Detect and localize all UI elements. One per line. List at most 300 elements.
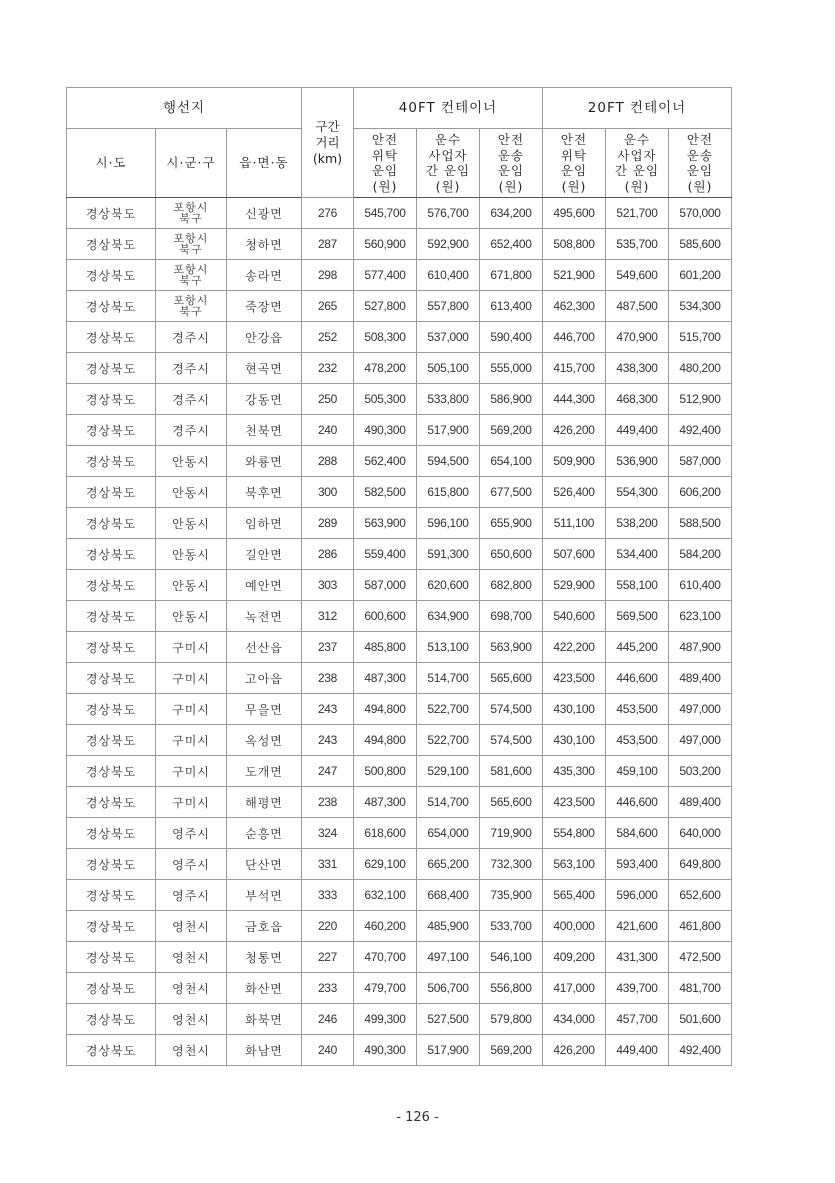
cell-20ft-safety-transport-rate: 649,800 <box>669 849 732 880</box>
cell-40ft-safety-consign-rate: 499,300 <box>354 1004 417 1035</box>
table-row <box>67 198 732 229</box>
cell-eupmyeondong: 금호읍 <box>227 911 302 942</box>
cell-sigungu <box>156 849 227 880</box>
cell-20ft-safety-transport-rate: 515,700 <box>669 322 732 353</box>
table-row <box>67 849 732 880</box>
cell-40ft-carrier-rate: 517,900 <box>417 415 480 446</box>
cell-distance-km: 276 <box>302 198 354 229</box>
cell-40ft-safety-consign-rate: 629,100 <box>354 849 417 880</box>
sigungu-line: 북구 <box>179 274 203 287</box>
cell-40ft-carrier-rate: 529,100 <box>417 756 480 787</box>
cell-distance-km: 324 <box>302 818 354 849</box>
cell-40ft-carrier-rate: 514,700 <box>417 787 480 818</box>
cell-20ft-safety-consign-rate: 540,600 <box>543 601 606 632</box>
cell-sido: 경상북도 <box>67 849 156 880</box>
cell-20ft-carrier-rate: 569,500 <box>606 601 669 632</box>
cell-40ft-carrier-rate: 517,900 <box>417 1035 480 1066</box>
cell-40ft-carrier-rate: 665,200 <box>417 849 480 880</box>
cell-sigungu <box>156 880 227 911</box>
cell-sigungu <box>156 818 227 849</box>
cell-eupmyeondong: 임하면 <box>227 508 302 539</box>
cell-sigungu <box>156 1035 227 1066</box>
header-distance-line: 구간 <box>315 118 340 134</box>
cell-distance-km: 240 <box>302 1035 354 1066</box>
cell-40ft-carrier-rate: 591,300 <box>417 539 480 570</box>
cell-40ft-carrier-rate: 576,700 <box>417 198 480 229</box>
table-row <box>67 415 732 446</box>
cell-sigungu <box>156 539 227 570</box>
cell-20ft-carrier-rate: 438,300 <box>606 353 669 384</box>
cell-20ft-carrier-rate: 558,100 <box>606 570 669 601</box>
cell-40ft-safety-transport-rate: 581,600 <box>480 756 543 787</box>
cell-40ft-safety-consign-rate: 527,800 <box>354 291 417 322</box>
cell-sigungu <box>156 911 227 942</box>
cell-sigungu <box>156 229 227 260</box>
cell-40ft-safety-transport-rate: 634,200 <box>480 198 543 229</box>
cell-40ft-safety-transport-rate: 574,500 <box>480 725 543 756</box>
cell-20ft-safety-consign-rate: 495,600 <box>543 198 606 229</box>
cell-distance-km: 243 <box>302 694 354 725</box>
cell-20ft-safety-consign-rate: 554,800 <box>543 818 606 849</box>
cell-eupmyeondong: 죽장면 <box>227 291 302 322</box>
cell-40ft-safety-transport-rate: 655,900 <box>480 508 543 539</box>
cell-40ft-carrier-rate: 514,700 <box>417 663 480 694</box>
cell-eupmyeondong: 순흥면 <box>227 818 302 849</box>
table-row <box>67 508 732 539</box>
cell-40ft-safety-transport-rate: 555,000 <box>480 353 543 384</box>
cell-40ft-safety-transport-rate: 677,500 <box>480 477 543 508</box>
cell-sigungu <box>156 384 227 415</box>
cell-20ft-carrier-rate: 459,100 <box>606 756 669 787</box>
sigungu-line: 경주시 <box>172 392 210 407</box>
cell-sido: 경상북도 <box>67 632 156 663</box>
cell-20ft-safety-transport-rate: 489,400 <box>669 663 732 694</box>
sigungu-line: 영천시 <box>172 1012 210 1027</box>
header-rate-line: 사업자 <box>428 147 468 163</box>
page-number: - 126 - <box>396 1110 439 1125</box>
cell-20ft-carrier-rate: 596,000 <box>606 880 669 911</box>
cell-distance-km: 238 <box>302 663 354 694</box>
cell-40ft-carrier-rate: 537,000 <box>417 322 480 353</box>
cell-20ft-safety-consign-rate: 508,800 <box>543 229 606 260</box>
sigungu-line: 영천시 <box>172 919 210 934</box>
cell-20ft-safety-transport-rate: 461,800 <box>669 911 732 942</box>
header-40ft-rate-0 <box>354 129 417 198</box>
table-row <box>67 322 732 353</box>
header-rate-line: 위탁 <box>371 147 399 163</box>
sigungu-line: 북구 <box>179 243 203 256</box>
cell-20ft-safety-consign-rate: 430,100 <box>543 725 606 756</box>
table-row <box>67 725 732 756</box>
table-row <box>67 446 732 477</box>
cell-sido: 경상북도 <box>67 1035 156 1066</box>
cell-distance-km: 286 <box>302 539 354 570</box>
cell-distance-km: 246 <box>302 1004 354 1035</box>
cell-40ft-safety-transport-rate: 682,800 <box>480 570 543 601</box>
cell-40ft-safety-transport-rate: 590,400 <box>480 322 543 353</box>
cell-40ft-safety-consign-rate: 487,300 <box>354 787 417 818</box>
cell-20ft-carrier-rate: 536,900 <box>606 446 669 477</box>
cell-40ft-carrier-rate: 485,900 <box>417 911 480 942</box>
header-rate-line: 운송 <box>497 147 525 163</box>
cell-sido: 경상북도 <box>67 756 156 787</box>
cell-20ft-carrier-rate: 453,500 <box>606 725 669 756</box>
sigungu-line: 영천시 <box>172 950 210 965</box>
cell-sido: 경상북도 <box>67 880 156 911</box>
cell-20ft-carrier-rate: 446,600 <box>606 663 669 694</box>
cell-eupmyeondong: 해평면 <box>227 787 302 818</box>
table-row <box>67 973 732 1004</box>
table-row <box>67 229 732 260</box>
sigungu-line: 영천시 <box>172 1043 210 1058</box>
cell-sido: 경상북도 <box>67 911 156 942</box>
header-rate-line: (원) <box>372 178 398 194</box>
header-rate-line: 운임 <box>686 163 714 178</box>
table-row <box>67 942 732 973</box>
cell-20ft-carrier-rate: 453,500 <box>606 694 669 725</box>
header-destination: 행선지 <box>67 88 302 129</box>
sigungu-line: 안동시 <box>172 547 210 562</box>
cell-20ft-safety-consign-rate: 526,400 <box>543 477 606 508</box>
sigungu-line: 안동시 <box>172 516 210 531</box>
cell-20ft-safety-transport-rate: 497,000 <box>669 694 732 725</box>
cell-20ft-carrier-rate: 446,600 <box>606 787 669 818</box>
cell-40ft-safety-consign-rate: 485,800 <box>354 632 417 663</box>
sigungu-line: 영천시 <box>172 981 210 996</box>
cell-40ft-safety-consign-rate: 618,600 <box>354 818 417 849</box>
sigungu-line: 구미시 <box>172 702 210 717</box>
cell-sigungu <box>156 601 227 632</box>
cell-20ft-safety-transport-rate: 492,400 <box>669 415 732 446</box>
cell-40ft-safety-consign-rate: 562,400 <box>354 446 417 477</box>
cell-40ft-safety-transport-rate: 719,900 <box>480 818 543 849</box>
header-rate-line: 간 운임 <box>425 163 471 178</box>
cell-20ft-safety-transport-rate: 480,200 <box>669 353 732 384</box>
sigungu-line: 영주시 <box>172 857 210 872</box>
cell-40ft-safety-consign-rate: 545,700 <box>354 198 417 229</box>
cell-sido: 경상북도 <box>67 601 156 632</box>
table-row <box>67 663 732 694</box>
cell-eupmyeondong: 와룡면 <box>227 446 302 477</box>
cell-20ft-safety-transport-rate: 570,000 <box>669 198 732 229</box>
cell-40ft-safety-consign-rate: 563,900 <box>354 508 417 539</box>
cell-sigungu <box>156 694 227 725</box>
cell-distance-km: 287 <box>302 229 354 260</box>
cell-distance-km: 333 <box>302 880 354 911</box>
cell-20ft-safety-transport-rate: 534,300 <box>669 291 732 322</box>
cell-40ft-safety-transport-rate: 579,800 <box>480 1004 543 1035</box>
cell-eupmyeondong: 무을면 <box>227 694 302 725</box>
header-20ft-rate-0 <box>543 129 606 198</box>
cell-sido: 경상북도 <box>67 415 156 446</box>
cell-sigungu <box>156 570 227 601</box>
cell-sigungu <box>156 322 227 353</box>
sigungu-line: 포항시 <box>173 231 209 245</box>
header-rate-line: 사업자 <box>617 147 657 163</box>
sigungu-line: 안동시 <box>172 454 210 469</box>
cell-sido: 경상북도 <box>67 818 156 849</box>
sigungu-line: 경주시 <box>172 423 210 438</box>
cell-20ft-safety-transport-rate: 501,600 <box>669 1004 732 1035</box>
cell-sido: 경상북도 <box>67 663 156 694</box>
cell-20ft-safety-transport-rate: 610,400 <box>669 570 732 601</box>
cell-eupmyeondong: 북후면 <box>227 477 302 508</box>
cell-sido: 경상북도 <box>67 446 156 477</box>
header-40ft-container: 40FT 컨테이너 <box>354 88 543 129</box>
header-20ft-container: 20FT 컨테이너 <box>543 88 732 129</box>
sigungu-line: 구미시 <box>172 764 210 779</box>
cell-sigungu <box>156 973 227 1004</box>
cell-40ft-carrier-rate: 594,500 <box>417 446 480 477</box>
cell-sido: 경상북도 <box>67 291 156 322</box>
sigungu-line: 구미시 <box>172 733 210 748</box>
cell-20ft-safety-transport-rate: 601,200 <box>669 260 732 291</box>
cell-40ft-safety-consign-rate: 490,300 <box>354 1035 417 1066</box>
cell-eupmyeondong: 길안면 <box>227 539 302 570</box>
cell-40ft-safety-transport-rate: 586,900 <box>480 384 543 415</box>
cell-40ft-safety-transport-rate: 546,100 <box>480 942 543 973</box>
cell-eupmyeondong: 예안면 <box>227 570 302 601</box>
header-rate-line: 안전 <box>371 132 399 147</box>
cell-40ft-safety-consign-rate: 478,200 <box>354 353 417 384</box>
cell-20ft-carrier-rate: 584,600 <box>606 818 669 849</box>
cell-40ft-safety-transport-rate: 565,600 <box>480 787 543 818</box>
cell-20ft-safety-consign-rate: 446,700 <box>543 322 606 353</box>
cell-eupmyeondong: 녹전면 <box>227 601 302 632</box>
cell-20ft-carrier-rate: 445,200 <box>606 632 669 663</box>
cell-20ft-safety-transport-rate: 584,200 <box>669 539 732 570</box>
cell-40ft-safety-transport-rate: 574,500 <box>480 694 543 725</box>
cell-20ft-safety-transport-rate: 487,900 <box>669 632 732 663</box>
header-rate-line: 안전 <box>686 132 714 147</box>
cell-20ft-carrier-rate: 549,600 <box>606 260 669 291</box>
cell-eupmyeondong: 화남면 <box>227 1035 302 1066</box>
header-rate-line: 안전 <box>560 132 588 147</box>
cell-40ft-safety-transport-rate: 565,600 <box>480 663 543 694</box>
cell-40ft-safety-consign-rate: 487,300 <box>354 663 417 694</box>
cell-20ft-safety-consign-rate: 423,500 <box>543 787 606 818</box>
table-row <box>67 570 732 601</box>
cell-sigungu <box>156 198 227 229</box>
cell-sigungu <box>156 663 227 694</box>
table-row <box>67 353 732 384</box>
cell-20ft-carrier-rate: 535,700 <box>606 229 669 260</box>
header-sigungu: 시·군·구 <box>156 129 227 198</box>
cell-40ft-carrier-rate: 654,000 <box>417 818 480 849</box>
table-row <box>67 818 732 849</box>
cell-sigungu <box>156 756 227 787</box>
header-distance <box>302 88 354 198</box>
cell-sigungu <box>156 787 227 818</box>
cell-40ft-safety-consign-rate: 490,300 <box>354 415 417 446</box>
table-row <box>67 539 732 570</box>
cell-eupmyeondong: 송라면 <box>227 260 302 291</box>
cell-sido: 경상북도 <box>67 229 156 260</box>
header-rate-line: (원) <box>687 178 713 194</box>
cell-sigungu <box>156 508 227 539</box>
cell-20ft-carrier-rate: 521,700 <box>606 198 669 229</box>
cell-sido: 경상북도 <box>67 570 156 601</box>
cell-40ft-safety-consign-rate: 479,700 <box>354 973 417 1004</box>
cell-eupmyeondong: 옥성면 <box>227 725 302 756</box>
cell-20ft-safety-transport-rate: 652,600 <box>669 880 732 911</box>
cell-sido: 경상북도 <box>67 508 156 539</box>
table-row <box>67 384 732 415</box>
cell-20ft-safety-transport-rate: 588,500 <box>669 508 732 539</box>
cell-distance-km: 265 <box>302 291 354 322</box>
sigungu-line: 경주시 <box>172 361 210 376</box>
cell-distance-km: 227 <box>302 942 354 973</box>
cell-distance-km: 232 <box>302 353 354 384</box>
header-rate-line: (원) <box>561 178 587 194</box>
cell-distance-km: 220 <box>302 911 354 942</box>
cell-40ft-carrier-rate: 557,800 <box>417 291 480 322</box>
cell-20ft-safety-transport-rate: 492,400 <box>669 1035 732 1066</box>
header-40ft-rate-1 <box>417 129 480 198</box>
cell-sigungu <box>156 446 227 477</box>
cell-eupmyeondong: 도개면 <box>227 756 302 787</box>
header-distance-line: (km) <box>312 150 343 166</box>
cell-sido: 경상북도 <box>67 198 156 229</box>
cell-20ft-safety-consign-rate: 430,100 <box>543 694 606 725</box>
cell-distance-km: 303 <box>302 570 354 601</box>
cell-40ft-safety-transport-rate: 698,700 <box>480 601 543 632</box>
cell-40ft-safety-transport-rate: 569,200 <box>480 415 543 446</box>
cell-distance-km: 298 <box>302 260 354 291</box>
table-row <box>67 291 732 322</box>
sigungu-line: 구미시 <box>172 671 210 686</box>
cell-20ft-safety-transport-rate: 481,700 <box>669 973 732 1004</box>
cell-distance-km: 247 <box>302 756 354 787</box>
cell-sido: 경상북도 <box>67 384 156 415</box>
cell-20ft-carrier-rate: 449,400 <box>606 1035 669 1066</box>
cell-20ft-safety-transport-rate: 623,100 <box>669 601 732 632</box>
table-body <box>67 198 732 1066</box>
cell-40ft-safety-transport-rate: 671,800 <box>480 260 543 291</box>
cell-40ft-carrier-rate: 522,700 <box>417 725 480 756</box>
header-rate-line: 간 운임 <box>614 163 660 178</box>
sigungu-line: 포항시 <box>173 200 209 214</box>
cell-20ft-carrier-rate: 534,400 <box>606 539 669 570</box>
cell-40ft-safety-consign-rate: 559,400 <box>354 539 417 570</box>
cell-eupmyeondong: 현곡면 <box>227 353 302 384</box>
header-distance-line: 거리 <box>315 134 340 150</box>
cell-20ft-safety-consign-rate: 417,000 <box>543 973 606 1004</box>
table-row <box>67 694 732 725</box>
cell-40ft-safety-transport-rate: 652,400 <box>480 229 543 260</box>
cell-sido: 경상북도 <box>67 787 156 818</box>
cell-40ft-safety-consign-rate: 494,800 <box>354 725 417 756</box>
cell-eupmyeondong: 단산면 <box>227 849 302 880</box>
cell-40ft-safety-consign-rate: 632,100 <box>354 880 417 911</box>
table-row <box>67 1035 732 1066</box>
cell-20ft-safety-transport-rate: 497,000 <box>669 725 732 756</box>
cell-eupmyeondong: 안강읍 <box>227 322 302 353</box>
cell-distance-km: 312 <box>302 601 354 632</box>
cell-20ft-carrier-rate: 593,400 <box>606 849 669 880</box>
cell-sido: 경상북도 <box>67 477 156 508</box>
cell-sido: 경상북도 <box>67 260 156 291</box>
cell-40ft-safety-transport-rate: 569,200 <box>480 1035 543 1066</box>
cell-sido: 경상북도 <box>67 725 156 756</box>
cell-20ft-safety-consign-rate: 435,300 <box>543 756 606 787</box>
cell-sigungu <box>156 942 227 973</box>
cell-40ft-carrier-rate: 615,800 <box>417 477 480 508</box>
cell-sigungu <box>156 725 227 756</box>
cell-40ft-carrier-rate: 505,100 <box>417 353 480 384</box>
table-row <box>67 911 732 942</box>
cell-sigungu <box>156 477 227 508</box>
cell-40ft-carrier-rate: 634,900 <box>417 601 480 632</box>
cell-40ft-safety-transport-rate: 654,100 <box>480 446 543 477</box>
table-header <box>67 88 732 198</box>
header-rate-line: (원) <box>624 178 650 194</box>
cell-20ft-carrier-rate: 421,600 <box>606 911 669 942</box>
cell-20ft-safety-transport-rate: 585,600 <box>669 229 732 260</box>
cell-distance-km: 252 <box>302 322 354 353</box>
header-rate-line: 운수 <box>623 132 651 147</box>
sigungu-line: 경주시 <box>172 330 210 345</box>
cell-eupmyeondong: 화산면 <box>227 973 302 1004</box>
cell-eupmyeondong: 화북면 <box>227 1004 302 1035</box>
cell-40ft-safety-transport-rate: 556,800 <box>480 973 543 1004</box>
freight-rate-table <box>66 87 732 1066</box>
table-row <box>67 1004 732 1035</box>
sigungu-line: 구미시 <box>172 640 210 655</box>
cell-20ft-safety-consign-rate: 521,900 <box>543 260 606 291</box>
cell-20ft-carrier-rate: 449,400 <box>606 415 669 446</box>
cell-distance-km: 233 <box>302 973 354 1004</box>
table-row <box>67 756 732 787</box>
header-rate-line: 운임 <box>560 163 588 178</box>
header-rate-line: 운수 <box>434 132 462 147</box>
cell-20ft-safety-consign-rate: 462,300 <box>543 291 606 322</box>
cell-20ft-carrier-rate: 431,300 <box>606 942 669 973</box>
cell-20ft-carrier-rate: 439,700 <box>606 973 669 1004</box>
cell-20ft-safety-consign-rate: 444,300 <box>543 384 606 415</box>
cell-20ft-safety-transport-rate: 640,000 <box>669 818 732 849</box>
header-20ft-rate-2 <box>669 129 732 198</box>
sigungu-line: 구미시 <box>172 795 210 810</box>
cell-20ft-safety-transport-rate: 489,400 <box>669 787 732 818</box>
cell-20ft-safety-transport-rate: 503,200 <box>669 756 732 787</box>
cell-40ft-safety-consign-rate: 460,200 <box>354 911 417 942</box>
table-row <box>67 260 732 291</box>
sigungu-line: 안동시 <box>172 578 210 593</box>
cell-40ft-safety-transport-rate: 533,700 <box>480 911 543 942</box>
cell-40ft-carrier-rate: 513,100 <box>417 632 480 663</box>
cell-eupmyeondong: 청하면 <box>227 229 302 260</box>
cell-40ft-carrier-rate: 506,700 <box>417 973 480 1004</box>
cell-40ft-safety-consign-rate: 560,900 <box>354 229 417 260</box>
cell-eupmyeondong: 청통면 <box>227 942 302 973</box>
cell-sido: 경상북도 <box>67 942 156 973</box>
cell-sigungu <box>156 1004 227 1035</box>
cell-sigungu <box>156 353 227 384</box>
header-rate-line: 안전 <box>497 132 525 147</box>
cell-20ft-safety-consign-rate: 409,200 <box>543 942 606 973</box>
table-row <box>67 601 732 632</box>
cell-40ft-carrier-rate: 522,700 <box>417 694 480 725</box>
cell-eupmyeondong: 천북면 <box>227 415 302 446</box>
sigungu-line: 안동시 <box>172 609 210 624</box>
sigungu-line: 안동시 <box>172 485 210 500</box>
sigungu-line: 포항시 <box>173 262 209 276</box>
header-rate-line: 운송 <box>686 147 714 163</box>
cell-sido: 경상북도 <box>67 973 156 1004</box>
cell-20ft-safety-transport-rate: 587,000 <box>669 446 732 477</box>
cell-sigungu <box>156 291 227 322</box>
